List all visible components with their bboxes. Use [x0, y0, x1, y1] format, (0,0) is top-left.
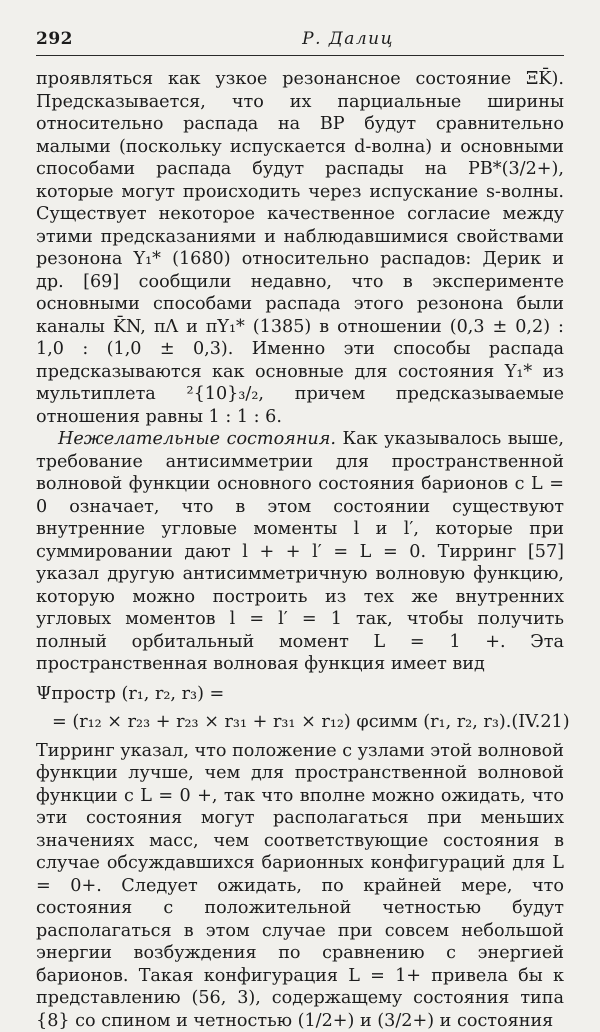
paragraph-3: Тирринг указал, что положение с узлами этой волновой функции лучше, чем для пространственной волновой функции с L = 0 +, так что вполне можно ожидать, что эти состояния могут располагаться при меньших значениях масс, чем соответствующие состояния в случае обсуждавшихся барионных конфигураций для L = 0+. Следует ожидать, по крайней мере, что состояния с положительной четностью будут располагаться в этом случае при совсем небольшой энергии возбуждения по сравнению с энергией барионов. Такая конфигурация L = 1+ привела бы к представлению (56, 3), содержащему состояния типа {8} со спином и четностью (1/2+) и (3/2+) и состояния: [36, 740, 564, 1032]
page-number: 292: [36, 28, 73, 50]
running-head: [36, 28, 564, 56]
paragraph-2-text: Как указывалось выше, требование антисимметрии для пространственной волновой функции основного состояния барионов с L = 0 означает, что в этом состоянии существуют внутренние угловые моменты l и l′, которые при суммировании дают l + + l′ = L = 0. Тирринг [57] указал другую антисимметричную волновую функцию, которую можно построить из тех же внутренних угловых моментов l = l′ = 1 так, чтобы получить полный орбитальный момент L = 1 +. Эта пространственная волновая функция имеет вид: [36, 429, 564, 674]
equation-line-1: Ψпростр (r₁, r₂, r₃) =: [36, 682, 564, 706]
equation-line-2: [36, 710, 564, 734]
paragraph-1: проявляться как узкое резонансное состояние ΞK̄). Предсказывается, что их парциальные ширины относительно распада на BP будут сравнительно малыми (поскольку испускается d-волна) и основными способами распада будут распады на PB*(3/2+), которые могут происходить через испускание s-волны. Существует некоторое качественное согласие между этими предсказаниями и наблюдавшимися свойствами резонона Y₁* (1680) относительно распадов: Дерик и др. [69] сообщили недавно, что в эксперименте основными способами распада этого резонона были каналы K̄N, πΛ и πY₁* (1385) в отношении (0,3 ± 0,2) : 1,0 : (1,0 ± 0,3). Именно эти способы распада предсказываются как основные для состояния Y₁* из мультиплета ²{10}₃/₂, причем предсказываемые отношения равны 1 : 1 : 6.: [36, 68, 564, 428]
equation-line-2-expression: = (r₁₂ × r₂₃ + r₂₃ × r₃₁ + r₃₁ × r₁₂) φсимм (r₁, r₂, r₃).: [52, 710, 511, 734]
body-text: [36, 68, 564, 1032]
page: [36, 28, 564, 1032]
running-head-author: Р. Далиц: [302, 28, 394, 50]
paragraph-2: [36, 428, 564, 676]
equation-number: (IV.21): [511, 710, 571, 734]
equation-iv-21: [36, 682, 564, 734]
paragraph-2-run-in-heading: Нежелательные состояния.: [58, 429, 336, 449]
